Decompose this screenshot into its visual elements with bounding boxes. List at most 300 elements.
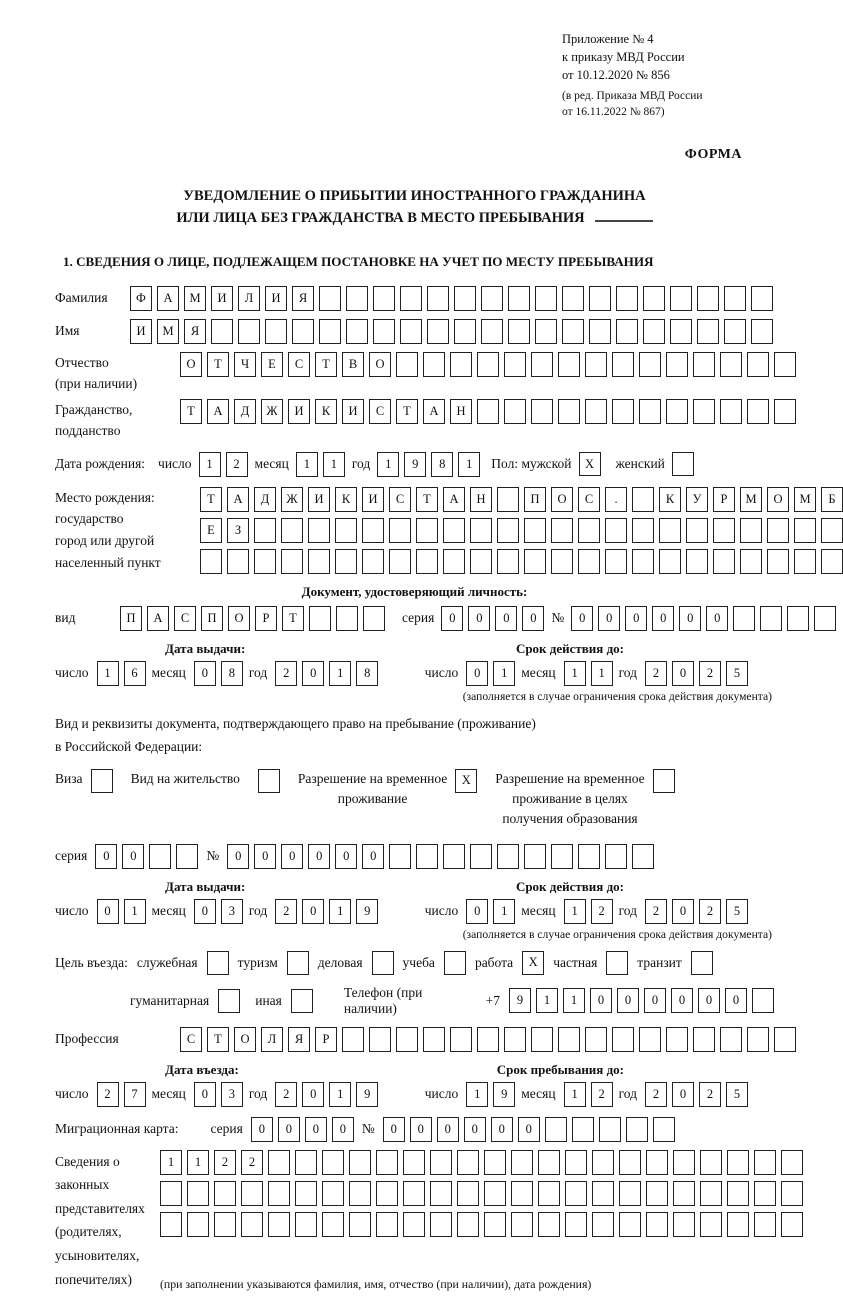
stay-month-cells[interactable] [564,1082,613,1107]
id-issue-day-cells[interactable] [97,661,146,686]
cell[interactable] [646,1150,668,1175]
cell[interactable]: С [369,399,391,424]
birth-place-row2[interactable] [200,518,843,543]
cell[interactable] [254,549,276,574]
cell[interactable] [646,1181,668,1206]
cell[interactable]: 9 [493,1082,515,1107]
cell[interactable]: 3 [221,1082,243,1107]
cell[interactable] [659,549,681,574]
cell[interactable] [605,518,627,543]
cell[interactable] [700,1150,722,1175]
birth-day-cells[interactable] [199,452,248,477]
cell[interactable] [787,606,809,631]
cell[interactable] [241,1212,263,1237]
cell[interactable]: О [228,606,250,631]
cell[interactable] [450,352,472,377]
cell[interactable]: 2 [275,899,297,924]
cell[interactable] [821,518,843,543]
cell[interactable]: И [211,286,233,311]
cell[interactable] [336,606,358,631]
cell[interactable]: 2 [699,899,721,924]
cell[interactable]: Т [207,1027,229,1052]
cell[interactable] [481,319,503,344]
cell[interactable]: 2 [214,1150,236,1175]
cell[interactable] [720,399,742,424]
cell[interactable]: 5 [726,661,748,686]
cell[interactable]: З [227,518,249,543]
cell[interactable] [214,1181,236,1206]
cell[interactable]: Т [200,487,222,512]
cell[interactable]: 0 [491,1117,513,1142]
cell[interactable] [666,352,688,377]
cell[interactable] [91,769,113,793]
cell[interactable] [484,1150,506,1175]
cell[interactable]: Д [234,399,256,424]
cell[interactable]: Ф [130,286,152,311]
purpose-transit-checkbox[interactable] [691,951,713,975]
cell[interactable] [444,951,466,975]
cell[interactable] [477,352,499,377]
cell[interactable] [508,319,530,344]
cell[interactable] [176,844,198,869]
cell[interactable]: 0 [302,899,324,924]
cell[interactable]: 0 [122,844,144,869]
cell[interactable] [497,518,519,543]
cell[interactable] [612,399,634,424]
cell[interactable]: 0 [644,988,666,1013]
cell[interactable] [589,319,611,344]
cell[interactable] [781,1150,803,1175]
cell[interactable] [612,1027,634,1052]
cell[interactable] [346,319,368,344]
visa-checkbox[interactable] [91,769,113,793]
cell[interactable]: Р [315,1027,337,1052]
cell[interactable] [646,1212,668,1237]
cell[interactable]: С [288,352,310,377]
cell[interactable]: О [234,1027,256,1052]
cell[interactable]: 1 [536,988,558,1013]
cell[interactable] [373,286,395,311]
cell[interactable]: С [389,487,411,512]
cell[interactable] [504,1027,526,1052]
cell[interactable] [619,1181,641,1206]
cell[interactable] [376,1212,398,1237]
cell[interactable]: 2 [699,1082,721,1107]
cell[interactable]: 0 [495,606,517,631]
cell[interactable]: 1 [493,661,515,686]
cell[interactable] [686,549,708,574]
cell[interactable] [281,518,303,543]
cell[interactable]: 0 [672,661,694,686]
cell[interactable] [373,319,395,344]
cell[interactable] [578,518,600,543]
cell[interactable] [747,399,769,424]
purpose-study-checkbox[interactable] [444,951,466,975]
cell[interactable] [754,1150,776,1175]
cell[interactable]: 0 [672,899,694,924]
cell[interactable]: Ж [261,399,283,424]
birth-year-cells[interactable] [377,452,480,477]
cell[interactable] [342,1027,364,1052]
cell[interactable]: Е [261,352,283,377]
cell[interactable] [308,518,330,543]
cell[interactable] [653,769,675,793]
cell[interactable] [430,1150,452,1175]
cell[interactable] [592,1150,614,1175]
cell[interactable] [403,1212,425,1237]
cell[interactable]: 2 [226,452,248,477]
cell[interactable]: 0 [679,606,701,631]
cell[interactable]: Р [255,606,277,631]
citizenship-cells[interactable] [180,399,796,424]
cell[interactable]: 0 [194,899,216,924]
cell[interactable]: 0 [410,1117,432,1142]
cell[interactable]: 0 [254,844,276,869]
cell[interactable] [673,1150,695,1175]
cell[interactable] [754,1181,776,1206]
legal-reps-row3[interactable] [160,1212,803,1237]
res-expiry-month-cells[interactable] [564,899,613,924]
cell[interactable]: 0 [468,606,490,631]
cell[interactable]: С [578,487,600,512]
cell[interactable]: 1 [564,1082,586,1107]
cell[interactable] [400,319,422,344]
cell[interactable]: И [265,286,287,311]
cell[interactable] [362,518,384,543]
cell[interactable]: 5 [726,899,748,924]
cell[interactable] [751,286,773,311]
cell[interactable] [592,1181,614,1206]
purpose-work-checkbox[interactable] [522,951,544,975]
cell[interactable] [319,286,341,311]
cell[interactable] [497,487,519,512]
cell[interactable]: 3 [221,899,243,924]
cell[interactable]: И [362,487,384,512]
cell[interactable] [287,951,309,975]
cell[interactable]: П [120,606,142,631]
residence-series-cells[interactable] [95,844,198,869]
cell[interactable] [740,518,762,543]
cell[interactable] [551,518,573,543]
cell[interactable]: 0 [441,606,463,631]
cell[interactable] [606,951,628,975]
profession-cells[interactable] [180,1027,796,1052]
cell[interactable] [376,1181,398,1206]
cell[interactable] [551,549,573,574]
cell[interactable] [470,549,492,574]
cell[interactable]: Л [261,1027,283,1052]
cell[interactable] [558,352,580,377]
cell[interactable] [666,399,688,424]
cell[interactable]: 0 [227,844,249,869]
cell[interactable]: Л [238,286,260,311]
cell[interactable] [427,286,449,311]
cell[interactable] [572,1117,594,1142]
cell[interactable]: 1 [564,899,586,924]
cell[interactable]: 2 [591,1082,613,1107]
cell[interactable] [794,549,816,574]
cell[interactable] [565,1181,587,1206]
cell[interactable] [281,549,303,574]
cell[interactable] [403,1150,425,1175]
cell[interactable] [450,1027,472,1052]
cell[interactable] [767,549,789,574]
cell[interactable]: 1 [296,452,318,477]
cell[interactable] [322,1212,344,1237]
birth-place-row1[interactable] [200,487,843,512]
cell[interactable] [767,518,789,543]
cell[interactable] [697,319,719,344]
cell[interactable] [691,951,713,975]
cell[interactable]: 8 [431,452,453,477]
cell[interactable] [774,399,796,424]
cell[interactable]: И [288,399,310,424]
cell[interactable]: С [174,606,196,631]
cell[interactable] [423,1027,445,1052]
cell[interactable] [727,1181,749,1206]
cell[interactable]: Ж [281,487,303,512]
cell[interactable]: А [443,487,465,512]
cell[interactable] [524,518,546,543]
cell[interactable]: 0 [383,1117,405,1142]
cell[interactable] [218,989,240,1013]
cell[interactable]: 5 [726,1082,748,1107]
cell[interactable] [241,1181,263,1206]
cell[interactable]: Б [821,487,843,512]
cell[interactable]: 0 [725,988,747,1013]
cell[interactable] [774,1027,796,1052]
cell[interactable]: Т [282,606,304,631]
cell[interactable] [616,319,638,344]
cell[interactable] [477,399,499,424]
stay-year-cells[interactable] [645,1082,748,1107]
cell[interactable]: 0 [571,606,593,631]
cell[interactable] [605,549,627,574]
cell[interactable] [760,606,782,631]
cell[interactable]: 0 [706,606,728,631]
cell[interactable]: Я [288,1027,310,1052]
cell[interactable] [589,286,611,311]
cell[interactable]: 0 [437,1117,459,1142]
cell[interactable] [747,1027,769,1052]
cell[interactable] [416,549,438,574]
cell[interactable] [612,352,634,377]
id-expiry-month-cells[interactable] [564,661,613,686]
cell[interactable]: 1 [199,452,221,477]
cell[interactable] [443,844,465,869]
cell[interactable]: 0 [281,844,303,869]
cell[interactable] [639,399,661,424]
cell[interactable] [416,518,438,543]
cell[interactable]: 1 [124,899,146,924]
cell[interactable]: А [227,487,249,512]
cell[interactable] [562,286,584,311]
cell[interactable] [747,352,769,377]
cell[interactable]: Н [470,487,492,512]
gender-female-checkbox[interactable] [672,452,694,476]
cell[interactable] [724,319,746,344]
cell[interactable] [531,399,553,424]
cell[interactable]: 1 [466,1082,488,1107]
cell[interactable]: 0 [466,661,488,686]
cell[interactable] [416,844,438,869]
cell[interactable] [423,352,445,377]
cell[interactable] [673,1212,695,1237]
cell[interactable]: Д [254,487,276,512]
cell[interactable]: П [201,606,223,631]
cell[interactable] [713,518,735,543]
cell[interactable] [335,518,357,543]
phone-cells[interactable] [509,988,774,1013]
cell[interactable] [538,1212,560,1237]
cell[interactable] [751,319,773,344]
cell[interactable] [632,487,654,512]
res-issue-month-cells[interactable] [194,899,243,924]
cell[interactable]: А [147,606,169,631]
cell[interactable] [497,549,519,574]
cell[interactable] [558,1027,580,1052]
cell[interactable] [720,352,742,377]
purpose-other-checkbox[interactable] [291,989,313,1013]
cell[interactable] [292,319,314,344]
cell[interactable] [457,1181,479,1206]
cell[interactable]: 8 [356,661,378,686]
cell[interactable] [619,1212,641,1237]
cell[interactable]: 2 [645,661,667,686]
cell[interactable] [227,549,249,574]
cell[interactable] [376,1150,398,1175]
entry-year-cells[interactable] [275,1082,378,1107]
cell[interactable] [774,352,796,377]
patronymic-cells[interactable] [180,352,796,377]
cell[interactable] [295,1150,317,1175]
cell[interactable] [720,1027,742,1052]
cell[interactable]: 0 [95,844,117,869]
cell[interactable] [484,1212,506,1237]
surname-cells[interactable] [130,286,773,311]
cell[interactable] [632,844,654,869]
cell[interactable]: 1 [329,899,351,924]
cell[interactable]: 0 [518,1117,540,1142]
stay-day-cells[interactable] [466,1082,515,1107]
cell[interactable] [670,319,692,344]
cell[interactable]: В [342,352,364,377]
cell[interactable]: М [157,319,179,344]
cell[interactable]: 0 [332,1117,354,1142]
cell[interactable] [443,518,465,543]
cell[interactable]: 0 [97,899,119,924]
cell[interactable] [632,518,654,543]
legal-reps-row1[interactable] [160,1150,803,1175]
cell[interactable]: М [794,487,816,512]
cell[interactable]: 0 [671,988,693,1013]
gender-male-checkbox[interactable] [579,452,601,476]
cell[interactable] [511,1150,533,1175]
cell[interactable] [457,1212,479,1237]
cell[interactable] [322,1181,344,1206]
cell[interactable]: 2 [97,1082,119,1107]
cell[interactable]: X [455,769,477,793]
cell[interactable] [349,1181,371,1206]
cell[interactable]: Ч [234,352,256,377]
cell[interactable] [457,1150,479,1175]
cell[interactable]: 1 [564,661,586,686]
cell[interactable] [632,549,654,574]
cell[interactable]: Е [200,518,222,543]
cell[interactable]: 1 [329,661,351,686]
cell[interactable] [430,1181,452,1206]
cell[interactable] [585,352,607,377]
cell[interactable] [511,1181,533,1206]
cell[interactable] [427,319,449,344]
cell[interactable] [149,844,171,869]
cell[interactable] [643,286,665,311]
birth-month-cells[interactable] [296,452,345,477]
cell[interactable] [585,399,607,424]
residence-permit-checkbox[interactable] [258,769,280,793]
cell[interactable]: 0 [522,606,544,631]
cell[interactable] [504,399,526,424]
cell[interactable] [160,1181,182,1206]
cell[interactable] [670,286,692,311]
cell[interactable] [309,606,331,631]
cell[interactable]: 0 [194,661,216,686]
cell[interactable] [484,1181,506,1206]
id-issue-year-cells[interactable] [275,661,378,686]
cell[interactable] [713,549,735,574]
cell[interactable]: 7 [124,1082,146,1107]
id-doc-kind-cells[interactable] [120,606,385,631]
res-issue-day-cells[interactable] [97,899,146,924]
cell[interactable]: 6 [124,661,146,686]
cell[interactable]: 1 [97,661,119,686]
cell[interactable] [403,1181,425,1206]
cell[interactable]: Н [450,399,472,424]
cell[interactable]: 0 [590,988,612,1013]
cell[interactable] [754,1212,776,1237]
cell[interactable]: 1 [458,452,480,477]
cell[interactable] [268,1181,290,1206]
cell[interactable] [821,549,843,574]
cell[interactable] [639,352,661,377]
cell[interactable]: 0 [698,988,720,1013]
cell[interactable]: Т [207,352,229,377]
cell[interactable]: 2 [275,1082,297,1107]
cell[interactable]: 1 [323,452,345,477]
cell[interactable] [740,549,762,574]
purpose-humanitarian-checkbox[interactable] [218,989,240,1013]
cell[interactable] [531,1027,553,1052]
cell[interactable]: 0 [625,606,647,631]
cell[interactable] [335,549,357,574]
cell[interactable]: 0 [464,1117,486,1142]
cell[interactable] [454,286,476,311]
cell[interactable] [639,1027,661,1052]
cell[interactable] [308,549,330,574]
cell[interactable]: И [130,319,152,344]
cell[interactable] [700,1181,722,1206]
cell[interactable] [538,1181,560,1206]
cell[interactable] [295,1212,317,1237]
cell[interactable]: 0 [194,1082,216,1107]
cell[interactable] [599,1117,621,1142]
cell[interactable] [727,1150,749,1175]
cell[interactable] [794,518,816,543]
cell[interactable]: . [605,487,627,512]
cell[interactable]: 1 [563,988,585,1013]
cell[interactable]: 9 [404,452,426,477]
cell[interactable]: К [335,487,357,512]
